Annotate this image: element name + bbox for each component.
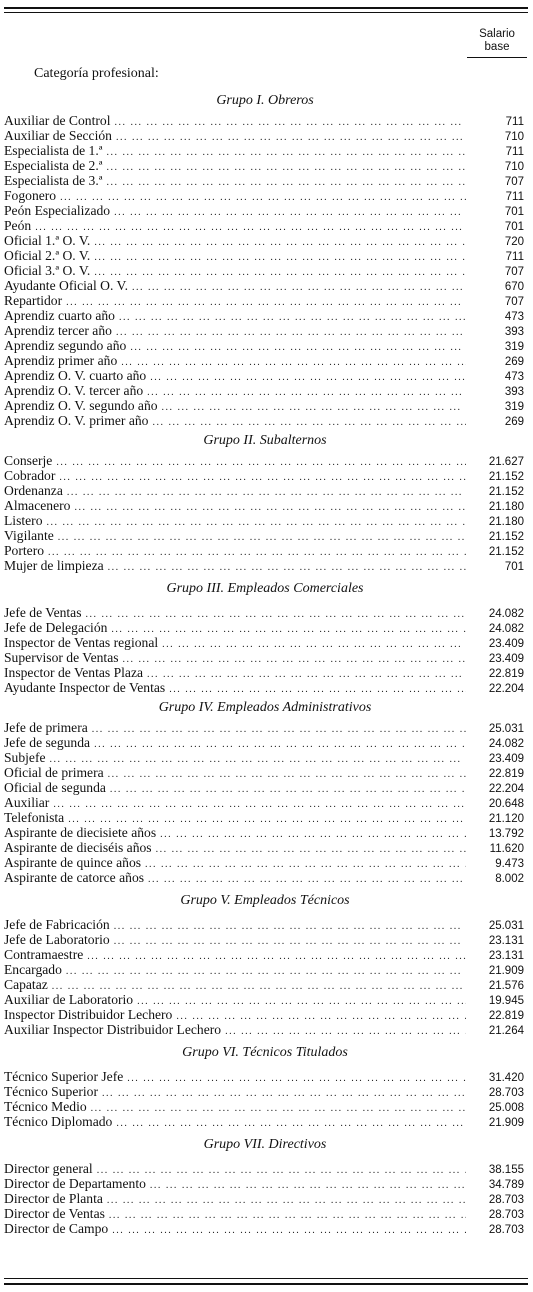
salary-value: 319 xyxy=(504,341,524,353)
leader-dots xyxy=(128,280,466,295)
salary-value: 28.703 xyxy=(488,1087,524,1099)
group-title: Grupo VII. Directivos xyxy=(203,1137,327,1152)
table-row xyxy=(4,263,526,278)
category-label: Categoría profesional: xyxy=(34,66,159,81)
salary-value: 720 xyxy=(504,236,524,248)
category-name: Supervisor de Ventas xyxy=(4,650,119,665)
salary-value: 473 xyxy=(504,371,524,383)
salary-value: 9.473 xyxy=(495,858,524,870)
leader-dots xyxy=(108,1223,466,1238)
category-name: Aspirante de catorce años xyxy=(4,870,145,885)
table-row xyxy=(4,483,526,498)
category-name: Jefe de Delegación xyxy=(4,620,108,635)
category-name: Auxiliar de Laboratorio xyxy=(4,992,134,1007)
salary-value: 701 xyxy=(504,561,524,573)
category-name: Inspector de Ventas Plaza xyxy=(4,665,144,680)
leader-dots xyxy=(143,667,466,682)
leader-dots xyxy=(103,1193,466,1208)
category-name: Técnico Superior xyxy=(4,1084,98,1099)
leader-dots xyxy=(62,964,466,979)
leader-dots xyxy=(123,1071,466,1086)
category-name: Ayudante Oficial O. V. xyxy=(4,278,128,293)
category-name: Aprendiz O. V. segundo año xyxy=(4,398,158,413)
table-row xyxy=(4,248,526,263)
salary-value: 711 xyxy=(505,251,524,263)
salary-value: 22.204 xyxy=(488,683,524,695)
salary-value: 21.152 xyxy=(488,471,524,483)
table-row xyxy=(4,932,526,947)
leader-dots xyxy=(221,1024,466,1039)
leader-dots xyxy=(104,560,466,575)
table-row xyxy=(4,293,526,308)
salary-value: 707 xyxy=(504,266,524,278)
leader-dots xyxy=(88,722,466,737)
salary-value: 24.082 xyxy=(488,608,524,620)
category-name: Capataz xyxy=(4,977,48,992)
table-row xyxy=(4,962,526,977)
table-row xyxy=(4,650,526,665)
category-name: Aprendiz O. V. cuarto año xyxy=(4,368,147,383)
table-row xyxy=(4,1161,526,1176)
salary-value: 8.002 xyxy=(495,873,524,885)
category-name: Director general xyxy=(4,1161,93,1176)
leader-dots xyxy=(103,160,467,175)
salary-value: 21.180 xyxy=(488,501,524,513)
category-name: Subjefe xyxy=(4,750,46,765)
salary-value: 38.155 xyxy=(488,1164,524,1176)
salary-value: 23.131 xyxy=(488,950,524,962)
table-row xyxy=(4,635,526,650)
table-row xyxy=(4,383,526,398)
salary-table xyxy=(4,88,526,1236)
leader-dots xyxy=(55,470,466,485)
salary-value: 23.409 xyxy=(488,653,524,665)
category-name: Aprendiz O. V. primer año xyxy=(4,413,149,428)
table-row xyxy=(4,143,526,158)
category-name: Vigilante xyxy=(4,528,54,543)
table-row xyxy=(4,605,526,620)
category-name: Director de Ventas xyxy=(4,1206,105,1221)
table-row xyxy=(4,543,526,558)
salary-value: 393 xyxy=(504,386,524,398)
table-row xyxy=(4,453,526,468)
leader-dots xyxy=(158,400,466,415)
category-name: Oficial de segunda xyxy=(4,780,106,795)
category-name: Mujer de limpieza xyxy=(4,558,104,573)
leader-dots xyxy=(90,235,466,250)
leader-dots xyxy=(112,130,466,145)
leader-dots xyxy=(52,455,466,470)
category-name: Fogonero xyxy=(4,188,57,203)
bottom-rule-thick xyxy=(4,1283,528,1285)
salary-value: 701 xyxy=(504,206,524,218)
column-header-line1: Salario xyxy=(479,28,515,40)
category-name: Oficial 3.ª O. V. xyxy=(4,263,91,278)
salary-value: 19.945 xyxy=(488,995,524,1007)
table-row xyxy=(4,113,526,128)
table-row xyxy=(4,398,526,413)
leader-dots xyxy=(141,857,466,872)
leader-dots xyxy=(43,515,466,530)
category-name: Especialista de 1.ª xyxy=(4,143,103,158)
salary-value: 21.264 xyxy=(488,1025,524,1037)
category-name: Oficial 2.ª O. V. xyxy=(4,248,91,263)
salary-value: 24.082 xyxy=(488,623,524,635)
table-row xyxy=(4,720,526,735)
salary-value: 21.152 xyxy=(488,531,524,543)
table-row xyxy=(4,413,526,428)
salary-value: 20.648 xyxy=(488,798,524,810)
category-name: Director de Planta xyxy=(4,1191,103,1206)
category-name: Aspirante de diecisiete años xyxy=(4,825,157,840)
category-name: Aspirante de dieciséis años xyxy=(4,840,152,855)
leader-dots xyxy=(54,530,466,545)
table-row xyxy=(4,1114,526,1129)
leader-dots xyxy=(148,415,466,430)
table-row xyxy=(4,780,526,795)
category-name: Ayudante Inspector de Ventas xyxy=(4,680,166,695)
leader-dots xyxy=(105,1208,466,1223)
table-row xyxy=(4,795,526,810)
category-name: Auxiliar de Sección xyxy=(4,128,112,143)
category-name: Peón xyxy=(4,218,32,233)
category-name: Jefe de segunda xyxy=(4,735,91,750)
leader-dots xyxy=(87,1101,466,1116)
leader-dots xyxy=(90,250,466,265)
table-row xyxy=(4,1221,526,1236)
leader-dots xyxy=(152,842,466,857)
leader-dots xyxy=(93,1163,466,1178)
group-title: Grupo VI. Técnicos Titulados xyxy=(182,1045,348,1060)
leader-dots xyxy=(98,1086,466,1101)
leader-dots xyxy=(56,190,466,205)
leader-dots xyxy=(133,994,466,1009)
table-row xyxy=(4,977,526,992)
leader-dots xyxy=(49,797,466,812)
salary-value: 319 xyxy=(504,401,524,413)
salary-value: 711 xyxy=(505,116,524,128)
leader-dots xyxy=(82,607,466,622)
salary-value: 710 xyxy=(504,131,524,143)
category-name: Aprendiz segundo año xyxy=(4,338,127,353)
salary-value: 25.031 xyxy=(488,920,524,932)
salary-value: 707 xyxy=(504,296,524,308)
salary-value: 22.819 xyxy=(488,668,524,680)
leader-dots xyxy=(144,872,466,887)
category-name: Auxiliar de Control xyxy=(4,113,111,128)
leader-dots xyxy=(62,295,466,310)
salary-value: 710 xyxy=(504,161,524,173)
table-row xyxy=(4,992,526,1007)
salary-value: 22.819 xyxy=(488,768,524,780)
category-name: Director de Campo xyxy=(4,1221,109,1236)
category-name: Especialista de 3.ª xyxy=(4,173,103,188)
column-header-salario-base xyxy=(467,28,527,58)
salary-value: 393 xyxy=(504,326,524,338)
salary-value: 21.627 xyxy=(488,456,524,468)
salary-value: 23.131 xyxy=(488,935,524,947)
leader-dots xyxy=(110,934,466,949)
category-name: Jefe de Laboratorio xyxy=(4,932,110,947)
leader-dots xyxy=(90,265,466,280)
leader-dots xyxy=(63,485,466,500)
salary-value: 21.180 xyxy=(488,516,524,528)
table-row xyxy=(4,1176,526,1191)
leader-dots xyxy=(90,737,466,752)
table-row xyxy=(4,203,526,218)
salary-value: 22.819 xyxy=(488,1010,524,1022)
leader-dots xyxy=(46,752,466,767)
salary-value: 13.792 xyxy=(488,828,524,840)
leader-dots xyxy=(103,145,467,160)
table-row xyxy=(4,665,526,680)
table-row xyxy=(4,917,526,932)
table-row xyxy=(4,278,526,293)
category-name: Conserje xyxy=(4,453,53,468)
table-row xyxy=(4,1206,526,1221)
group-title: Grupo II. Subalternos xyxy=(203,433,327,448)
salary-value: 25.008 xyxy=(488,1102,524,1114)
salary-value: 711 xyxy=(505,146,524,158)
category-name: Jefe de primera xyxy=(4,720,88,735)
leader-dots xyxy=(146,1178,466,1193)
group-title: Grupo III. Empleados Comerciales xyxy=(166,581,364,596)
salary-value: 701 xyxy=(504,221,524,233)
salary-value: 28.703 xyxy=(488,1209,524,1221)
table-row xyxy=(4,1069,526,1084)
salary-value: 269 xyxy=(504,416,524,428)
leader-dots xyxy=(117,355,466,370)
category-name: Cobrador xyxy=(4,468,56,483)
table-row xyxy=(4,338,526,353)
table-row xyxy=(4,1022,526,1037)
table-row xyxy=(4,1099,526,1114)
category-name: Jefe de Fabricación xyxy=(4,917,110,932)
top-rule-thin xyxy=(4,12,528,13)
table-row xyxy=(4,750,526,765)
salary-value: 670 xyxy=(504,281,524,293)
table-row xyxy=(4,765,526,780)
category-name: Contramaestre xyxy=(4,947,84,962)
category-name: Aprendiz primer año xyxy=(4,353,118,368)
category-name: Aprendiz tercer año xyxy=(4,323,112,338)
leader-dots xyxy=(107,622,466,637)
salary-value: 21.909 xyxy=(488,965,524,977)
table-row xyxy=(4,233,526,248)
table-row xyxy=(4,620,526,635)
leader-dots xyxy=(110,115,466,130)
category-name: Listero xyxy=(4,513,43,528)
leader-dots xyxy=(104,767,466,782)
leader-dots xyxy=(110,205,466,220)
leader-dots xyxy=(156,827,466,842)
table-row xyxy=(4,468,526,483)
leader-dots xyxy=(115,310,466,325)
salary-value: 21.120 xyxy=(488,813,524,825)
table-row xyxy=(4,158,526,173)
category-name: Aprendiz O. V. tercer año xyxy=(4,383,144,398)
leader-dots xyxy=(70,500,466,515)
salary-value: 34.789 xyxy=(488,1179,524,1191)
table-row xyxy=(4,173,526,188)
table-row xyxy=(4,558,526,573)
category-name: Encargado xyxy=(4,962,62,977)
category-name: Especialista de 2.ª xyxy=(4,158,103,173)
table-row xyxy=(4,368,526,383)
salary-value: 707 xyxy=(504,176,524,188)
leader-dots xyxy=(119,652,466,667)
salary-value: 711 xyxy=(505,191,524,203)
table-row xyxy=(4,680,526,695)
table-row xyxy=(4,308,526,323)
table-row xyxy=(4,1191,526,1206)
leader-dots xyxy=(83,949,466,964)
leader-dots xyxy=(103,175,467,190)
top-rule-thick xyxy=(4,7,528,9)
table-row xyxy=(4,735,526,750)
group-title: Grupo V. Empleados Técnicos xyxy=(180,893,350,908)
leader-dots xyxy=(44,545,466,560)
leader-dots xyxy=(143,385,466,400)
category-name: Técnico Diplomado xyxy=(4,1114,113,1129)
salary-value: 269 xyxy=(504,356,524,368)
table-row xyxy=(4,947,526,962)
salary-value: 25.031 xyxy=(488,723,524,735)
category-name: Director de Departamento xyxy=(4,1176,146,1191)
salary-value: 28.703 xyxy=(488,1194,524,1206)
leader-dots xyxy=(106,782,466,797)
table-row xyxy=(4,353,526,368)
category-name: Oficial 1.ª O. V. xyxy=(4,233,91,248)
bottom-rule-thin xyxy=(4,1278,528,1279)
table-row xyxy=(4,825,526,840)
salary-value: 21.576 xyxy=(488,980,524,992)
category-name: Técnico Superior Jefe xyxy=(4,1069,124,1084)
table-row xyxy=(4,1007,526,1022)
table-row xyxy=(4,528,526,543)
table-row xyxy=(4,810,526,825)
table-row xyxy=(4,855,526,870)
table-row xyxy=(4,498,526,513)
group-title: Grupo I. Obreros xyxy=(216,93,314,108)
table-row xyxy=(4,513,526,528)
salary-value: 23.409 xyxy=(488,638,524,650)
category-name: Jefe de Ventas xyxy=(4,605,82,620)
leader-dots xyxy=(158,637,466,652)
table-row xyxy=(4,840,526,855)
leader-dots xyxy=(112,1116,466,1131)
leader-dots xyxy=(31,220,466,235)
column-header-line2: base xyxy=(467,41,527,58)
salary-value: 28.703 xyxy=(488,1224,524,1236)
leader-dots xyxy=(126,340,466,355)
category-name: Oficial de primera xyxy=(4,765,104,780)
category-name: Telefonista xyxy=(4,810,65,825)
category-name: Almacenero xyxy=(4,498,71,513)
category-name: Peón Especializado xyxy=(4,203,111,218)
leader-dots xyxy=(165,682,466,697)
table-row xyxy=(4,1084,526,1099)
group-title: Grupo IV. Empleados Administrativos xyxy=(158,700,372,715)
leader-dots xyxy=(112,325,466,340)
salary-value: 24.082 xyxy=(488,738,524,750)
category-name: Inspector de Ventas regional xyxy=(4,635,159,650)
salary-value: 22.204 xyxy=(488,783,524,795)
table-row xyxy=(4,218,526,233)
salary-value: 31.420 xyxy=(488,1072,524,1084)
salary-value: 21.152 xyxy=(488,546,524,558)
category-name: Técnico Medio xyxy=(4,1099,87,1114)
category-name: Ordenanza xyxy=(4,483,63,498)
category-name: Aspirante de quince años xyxy=(4,855,142,870)
salary-value: 21.909 xyxy=(488,1117,524,1129)
category-name: Auxiliar xyxy=(4,795,50,810)
salary-value: 11.620 xyxy=(489,843,524,855)
table-row xyxy=(4,128,526,143)
table-row xyxy=(4,870,526,885)
leader-dots xyxy=(110,919,466,934)
category-name: Aprendiz cuarto año xyxy=(4,308,115,323)
category-name: Portero xyxy=(4,543,45,558)
salary-value: 23.409 xyxy=(488,753,524,765)
category-name: Inspector Distribuidor Lechero xyxy=(4,1007,173,1022)
salary-value: 21.152 xyxy=(488,486,524,498)
table-row xyxy=(4,188,526,203)
category-name: Auxiliar Inspector Distribuidor Lechero xyxy=(4,1022,222,1037)
category-name: Repartidor xyxy=(4,293,63,308)
table-row xyxy=(4,323,526,338)
salary-value: 473 xyxy=(504,311,524,323)
leader-dots xyxy=(146,370,466,385)
